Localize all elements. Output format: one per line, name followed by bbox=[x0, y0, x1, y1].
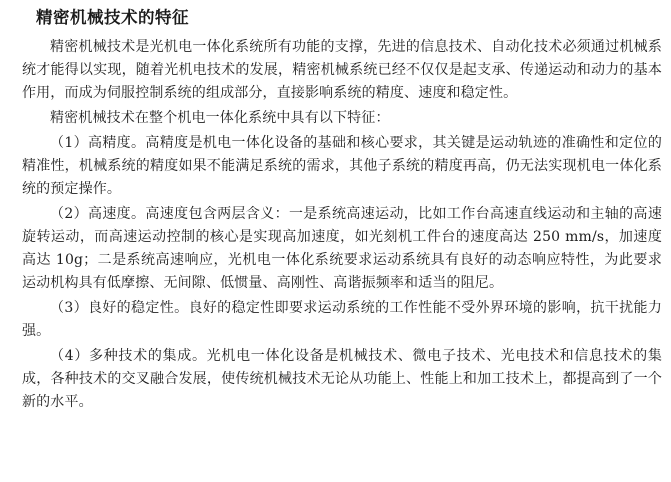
section-heading: 精密机械技术的特征 bbox=[36, 8, 189, 27]
document-page bbox=[22, 6, 662, 416]
paragraph-high-speed: （2）高速度。高速度包含两层含义：一是系统高速运动，比如工作台高速直线运动和主轴的高速旋转运动，而高速运动控制的核心是实现高加速度，如光刻机工件台的速度高达 250 mm/s，加速度高达 10g；二是系统高速响应，光机电一体化系统要求运动系统具有良好的动态响应特性，为此要求运动机构具有低摩擦、无间隙、低惯量、高刚性、高谐振频率和适当的阻尼。 bbox=[22, 206, 662, 291]
paragraph-intro: 精密机械技术是光机电一体化系统所有功能的支撑，先进的信息技术、自动化技术必须通过机械系统才能得以实现，随着光机电技术的发展，精密机械系统已经不仅仅是起支承、传递运动和动力的基本作用，而成为伺服控制系统的组成部分，直接影响系统的精度、速度和稳定性。 bbox=[22, 39, 662, 101]
paragraph-integration: （4）多种技术的集成。光机电一体化设备是机械技术、微电子技术、光电技术和信息技术的集成，各种技术的交叉融合发展，使传统机械技术无论从功能上、性能上和加工技术上，都提高到了一个新的水平。 bbox=[22, 348, 662, 410]
paragraph-stability: （3）良好的稳定性。良好的稳定性即要求运动系统的工作性能不受外界环境的影响，抗干扰能力强。 bbox=[22, 300, 662, 339]
paragraph-features-lead: 精密机械技术在整个机电一体化系统中具有以下特征： bbox=[50, 110, 390, 126]
paragraph-high-precision: （1）高精度。高精度是机电一体化设备的基础和核心要求，其关键是运动轨迹的准确性和定位的精准性，机械系统的精度如果不能满足系统的需求，其他子系统的精度再高，仍无法实现机电一体化系统的预定操作。 bbox=[22, 135, 662, 197]
